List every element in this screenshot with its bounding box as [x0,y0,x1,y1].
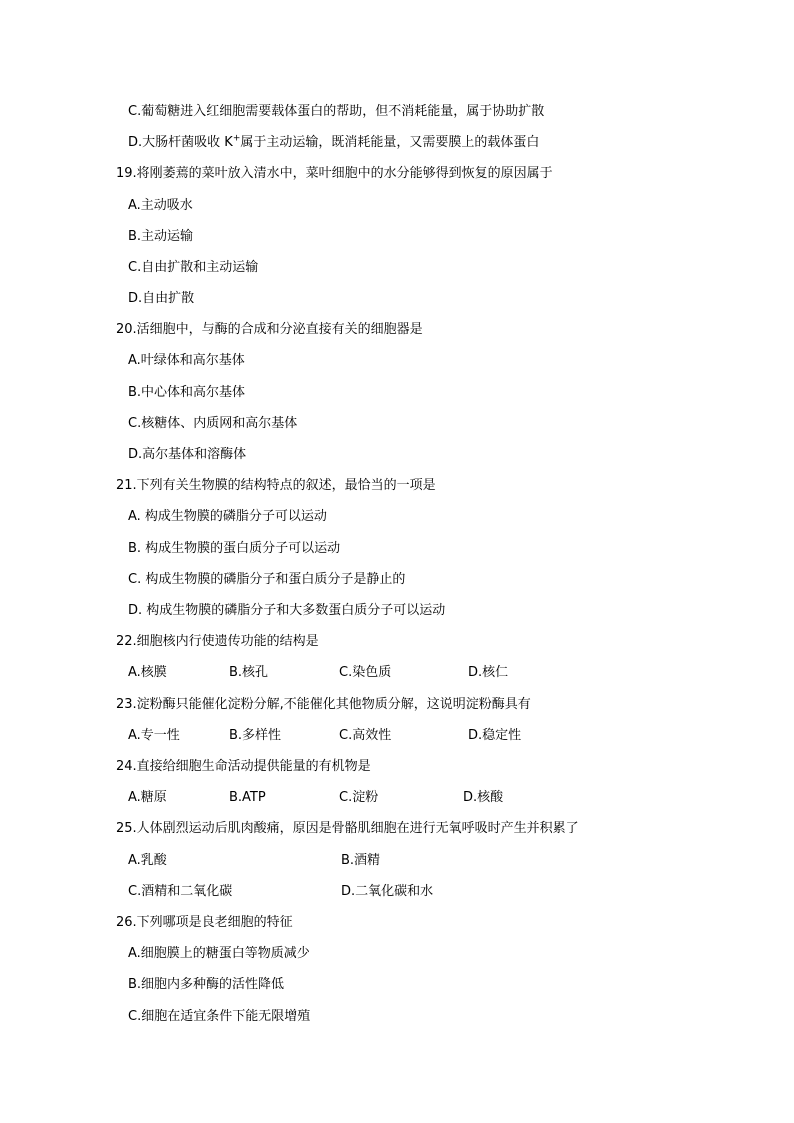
option-22-c: C.染色质 [339,665,392,680]
option-22-d: D.核仁 [468,665,509,680]
question-19: 19.将刚萎蔫的菜叶放入清水中，菜叶细胞中的水分能够得到恢复的原因属于 [116,166,553,181]
option-21-d: D. 构成生物膜的磷脂分子和大多数蛋白质分子可以运动 [128,603,446,618]
option-24-a: A.糖原 [128,790,167,805]
option-24-d: D.核酸 [463,790,504,805]
option-19-d: D.自由扩散 [128,291,195,306]
question-24: 24.直接给细胞生命活动提供能量的有机物是 [116,759,371,774]
option-21-c: C. 构成生物膜的磷脂分子和蛋白质分子是静止的 [128,572,406,587]
option-23-a: A.专一性 [128,728,180,743]
option-25-a: A.乳酸 [128,853,167,868]
option-20-c: C.核糖体、内质网和高尔基体 [128,416,298,431]
superscript-plus: + [232,133,241,144]
option-19-c: C.自由扩散和主动运输 [128,260,259,275]
option-20-b: B.中心体和高尔基体 [128,385,246,400]
option-text: D.大肠杆菌吸收 K [128,135,233,150]
option-19-b: B.主动运输 [128,229,194,244]
option-19-a: A.主动吸水 [128,198,193,213]
option-23-b: B.多样性 [229,728,282,743]
question-20: 20.活细胞中，与酶的合成和分泌直接有关的细胞器是 [116,322,423,337]
option-text: 属于主动运输，既消耗能量，又需要膜上的载体蛋白 [240,135,540,150]
option-22-b: B.核孔 [229,665,269,680]
option-line: C.葡萄糖进入红细胞需要载体蛋白的帮助，但不消耗能量，属于协助扩散 [128,104,545,119]
option-21-b: B. 构成生物膜的蛋白质分子可以运动 [128,541,341,556]
question-25: 25.人体剧烈运动后肌肉酸痛，原因是骨骼肌细胞在进行无氧呼吸时产生并积累了 [116,821,579,836]
option-24-c: C.淀粉 [339,790,379,805]
question-22: 22.细胞核内行使遗传功能的结构是 [116,634,319,649]
option-26-a: A.细胞膜上的糖蛋白等物质减少 [128,946,310,961]
option-22-a: A.核膜 [128,665,167,680]
option-23-c: C.高效性 [339,728,392,743]
option-26-b: B.细胞内多种酶的活性降低 [128,977,285,992]
option-24-b: B.ATP [229,790,266,805]
option-21-a: A. 构成生物膜的磷脂分子可以运动 [128,509,327,524]
question-23: 23.淀粉酶只能催化淀粉分解,不能催化其他物质分解，这说明淀粉酶具有 [116,697,531,712]
option-line [128,135,539,151]
question-26: 26.下列哪项是良老细胞的特征 [116,915,293,930]
option-26-c: C.细胞在适宜条件下能无限增殖 [128,1009,311,1024]
option-23-d: D.稳定性 [468,728,522,743]
option-20-a: A.叶绿体和高尔基体 [128,353,245,368]
option-25-b: B.酒精 [341,853,381,868]
question-21: 21.下列有关生物膜的结构特点的叙述，最恰当的一项是 [116,478,436,493]
option-25-d: D.二氧化碳和水 [341,884,434,899]
option-20-d: D.高尔基体和溶酶体 [128,447,247,462]
option-25-c: C.酒精和二氧化碳 [128,884,233,899]
